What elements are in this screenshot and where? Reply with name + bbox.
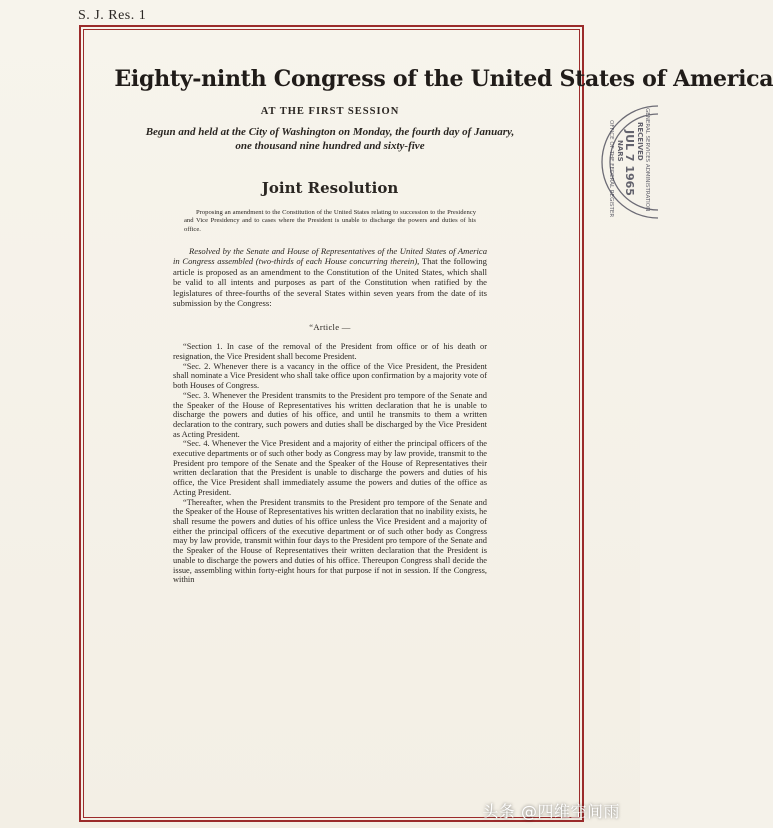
watermark: 头条 @四维空间雨 bbox=[482, 802, 620, 821]
begun-line-1: Begun and held at the City of Washington on Monday, the fourth day of January, bbox=[145, 126, 515, 138]
received-stamp bbox=[588, 100, 668, 224]
stamp-date: JUL 7 1965 bbox=[623, 130, 636, 196]
stamp-office: OFFICE OF THE FEDERAL REGISTER bbox=[608, 120, 614, 218]
section-4-continued: “Thereafter, when the President transmits to the President pro tempore of the Senate and the Speaker of the House of Representatives his written declaration that no inability exists, he shall resume the powers and duties of his office unless the Vice President and a majority of either the principal officers of the executive department or of such other body as Congress may by law provide, transmit within four days to the President pro tempore of the Senate and the Speaker of the House of Representatives their written declaration that the President is unable to discharge the powers and duties of his office. Thereupon Congress shall decide the issue, assembling within forty-eight hours for that purpose if not in session. If the Congress, within bbox=[173, 497, 487, 585]
begun-statement bbox=[110, 125, 550, 153]
article-heading: “Article — bbox=[309, 322, 351, 333]
section-3: “Sec. 3. Whenever the President transmits to the President pro tempore of the Senate and the Speaker of the House of Representatives his written declaration that he is unable to discharge the powers and duties of his office, and until he transmits to them a written declaration to the contrary, such powers and duties shall be discharged by the Vice President as Acting President. bbox=[173, 390, 487, 439]
section-2: “Sec. 2. Whenever there is a vacancy in the office of the Vice President, the President shall nominate a Vice President who shall take office upon confirmation by a majority vote of both Houses of Congress. bbox=[173, 361, 487, 391]
begun-line-2: one thousand nine hundred and sixty-five bbox=[235, 140, 425, 152]
document-id: S. J. Res. 1 bbox=[78, 8, 147, 23]
article-sections bbox=[173, 342, 487, 585]
resolution-summary: Proposing an amendment to the Constitution of the United States relating to succession to the Presidency and Vice Presidency and to cases where the President is unable to discharge the powers and duties of his office. bbox=[184, 209, 476, 233]
stamp-received: RECEIVED bbox=[636, 122, 644, 161]
resolving-clause-rest: That the following article is proposed as an amendment to the Constitution of the United States, which shall be valid to all intents and purposes as part of the Constitution when ratified by the legislatures of three-fourths of the several States within seven years from the date of its submission by the Congress: bbox=[173, 256, 487, 308]
section-1: “Section 1. In case of the removal of the President from office or of his death or resignation, the Vice President shall become President. bbox=[173, 342, 487, 362]
stamp-top-text: GENERAL SERVICES ADMINISTRATION bbox=[644, 108, 650, 212]
resolving-clause-italic: Resolved by the Senate and House of Representatives of the United States of America in Congress assembled (two-thirds of each House concurring therein), bbox=[173, 245, 487, 267]
section-4: “Sec. 4. Whenever the Vice President and a majority of either the principal officers of the executive departments or of such other body as Congress may by law provide, transmit to the President pro tempore of the Senate and the Speaker of the House of Representatives their written declaration that the President is unable to discharge the powers and duties of his office, the Vice President shall immediately assume the powers and duties of the office as Acting President. bbox=[173, 439, 487, 497]
session-heading: AT THE FIRST SESSION bbox=[260, 106, 400, 117]
joint-resolution-heading: Joint Resolution bbox=[261, 179, 399, 197]
stamp-agency: NARS bbox=[616, 140, 624, 162]
resolving-clause bbox=[173, 246, 487, 308]
congress-title: Eighty-ninth Congress of the United States of America bbox=[114, 66, 773, 92]
